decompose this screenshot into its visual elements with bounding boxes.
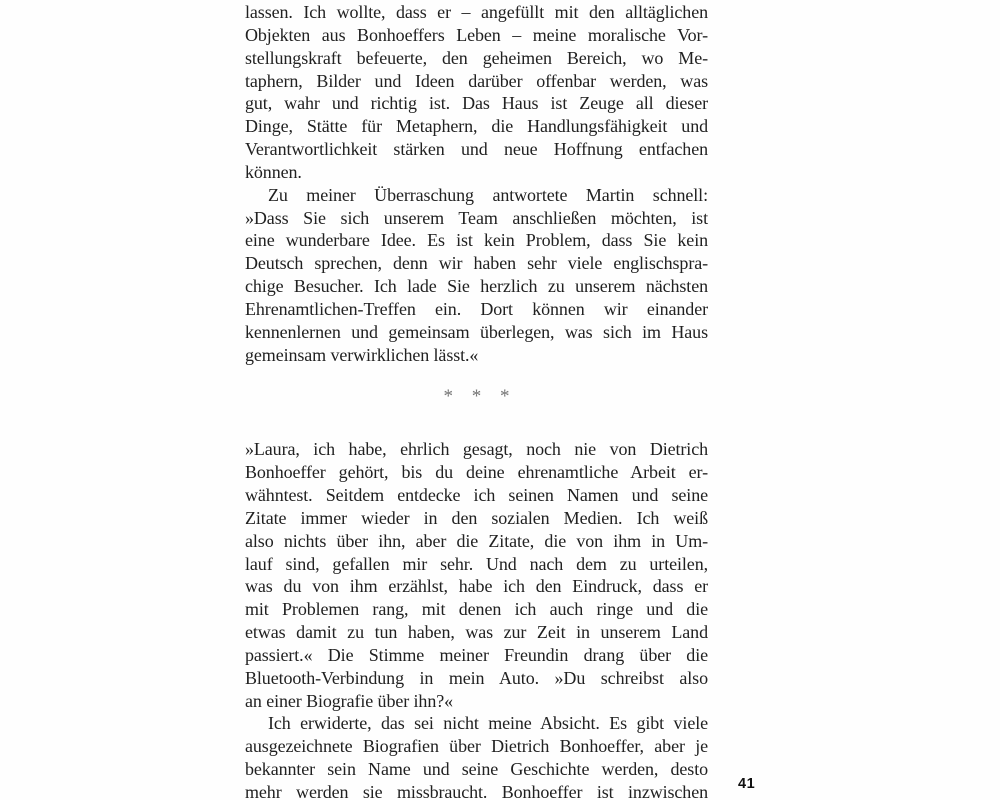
text-line: wähntest. Seitdem entdecke ich seinen Namen und seine [245,485,708,506]
text-line: Deutsch sprechen, denn wir haben sehr viele englischspra- [245,253,708,274]
text-line: stellungskraft befeuerte, den geheimen Bereich, wo Me- [245,47,708,68]
text-line: mit Problemen rang, mit denen ich auch ringe und die [245,599,708,620]
text-line: eine wunderbare Idee. Es ist kein Problem, dass Sie kein [245,230,708,251]
text-line: gut, wahr und richtig ist. Das Haus ist Zeuge all dieser [245,93,708,114]
page-number: 41 [738,776,756,792]
text-line: Dinge, Stätte für Metaphern, die Handlungsfähigkeit und [245,116,708,137]
text-line: taphern, Bilder und Ideen darüber offenbar werden, was [245,70,708,91]
text-line: Bonhoeffer gehört, bis du deine ehrenamtliche Arbeit er- [245,462,708,483]
text-line: chige Besucher. Ich lade Sie herzlich zu unserem nächsten [245,276,708,297]
text-line: mehr werden sie missbraucht. Bonhoeffer ist inzwischen [245,782,708,800]
text-line: kennenlernen und gemeinsam überlegen, was sich im Haus [245,321,708,342]
text-line: »Laura, ich habe, ehrlich gesagt, noch nie von Dietrich [245,439,708,460]
text-line: Ich erwiderte, das sei nicht meine Absicht. Es gibt viele [268,713,708,734]
text-line: etwas damit zu tun haben, was zur Zeit in unserem Land [245,622,708,643]
text-line: »Dass Sie sich unserem Team anschließen möchten, ist [245,207,708,228]
text-line: Zitate immer wieder in den sozialen Medien. Ich weiß [245,507,708,528]
text-line: Objekten aus Bonhoeffers Leben – meine moralische Vor- [245,24,708,45]
text-line: ausgezeichnete Biografien über Dietrich Bonhoeffer, aber je [245,736,708,757]
text-line: an einer Biografie über ihn?« [245,690,454,711]
text-line: bekannter sein Name und seine Geschichte werden, desto [245,759,708,780]
text-line: gemeinsam verwirklichen lässt.« [245,344,479,365]
text-line: Ehrenamtlichen-Treffen ein. Dort können wir einander [245,298,708,319]
text-line: was du von ihm erzählst, habe ich den Eindruck, dass er [245,576,708,597]
text-line: also nichts über ihn, aber die Zitate, die von ihm in Um- [245,530,708,551]
text-line: Bluetooth-Verbindung in mein Auto. »Du schreibst also [245,667,708,688]
text-line: lauf sind, gefallen mir sehr. Und nach dem zu urteilen, [245,553,708,574]
text-line: Zu meiner Überraschung antwortete Martin schnell: [268,184,708,205]
text-line: lassen. Ich wollte, dass er – angefüllt mit den alltäglichen [245,2,708,22]
text-column [245,1,708,800]
text-line: Verantwortlichkeit stärken und neue Hoffnung entfachen [245,139,708,160]
text-line: passiert.« Die Stimme meiner Freundin drang über die [245,644,708,665]
text-line: können. [245,161,302,182]
section-break: * * * [443,385,517,407]
